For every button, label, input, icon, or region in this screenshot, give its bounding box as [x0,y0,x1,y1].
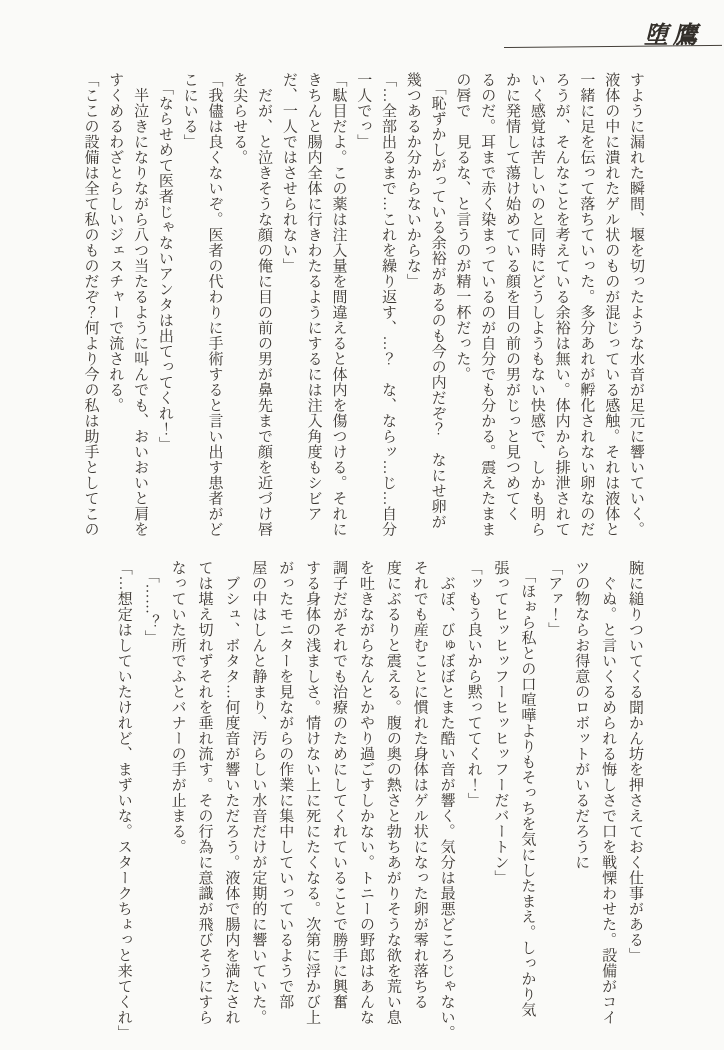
text-column: を吐きながらなんとかやり過ごすしかない。トニーの野郎はあんな [357,560,374,1025]
text-column: ブシュ、ボタタ…何度音が響いただろう。液体で腸内を満たされ [223,560,240,1025]
text-column: かに発情して蕩け始めている顔を目の前の男がじっと見つめてく [504,72,521,522]
text-column: きちんと腸内全体に行きわたるようにするには注入角度もシビア [305,72,322,522]
text-column: 「……？」 [142,560,159,646]
text-column: 半泣きになりながら八つ当たるように叫んでも、おいおいと肩を [132,72,149,537]
text-column: 「ならせめて医者じゃないアンタは出てってくれ！」 [156,72,173,452]
text-column: すくめるわざとらしいジェスチャーで流される。 [107,72,124,413]
text-column: 一緒に足を伝って落ちていった。多分あれが孵化されない卵なのだ [578,72,595,537]
text-column: 「ほぉら私との口喧嘩よりもそっちを気にしたまえ。しっかり気 [519,560,536,1018]
text-column: 「駄目だよ。この薬は注入量を間違えると体内を傷つける。それに [330,72,347,537]
vertical-text-block-lower [110,560,648,1041]
text-column: 屋の中はしんと静まり、汚らしい水音だけが定期的に響いていた。 [250,560,267,1025]
text-column: する身体の浅ましさ。情けない上に死にたくなる。次第に浮かび上 [304,560,321,1025]
text-column: 液体の中に潰れたゲル状のものが混じっている感触。それは液体と [603,72,620,537]
text-column: 「ここの設備は全て私のものだぞ？何より今の私は助手としてこの [82,72,99,537]
text-column: るのだ。耳まで赤く染まっているのが自分でも分かる。震えたまま [479,72,496,537]
text-column: 「アァ！」 [546,560,563,638]
text-column: の唇で 見るな、と言うのが精一杯だった。 [454,72,471,382]
text-column: だが、と泣きそうな顔の俺に目の前の男が鼻先まで顔を近づけ唇 [256,72,273,537]
text-column: 張ってヒッヒッフーヒッヒッフーだバートン」 [492,560,509,886]
text-column: 「ッもう良いから黙っててくれ！」 [465,560,482,808]
text-column: ぶぽ、びゅぼぼとまた酷い音が響く。気分は最悪どころじゃない。 [438,560,455,1041]
text-column: 「我儘は良くないぞ。医者の代わりに手術すると言い出す患者がど [206,72,223,537]
text-column: を尖らせる。 [231,72,248,165]
text-column: こにいる」 [181,72,198,150]
text-column: 「…全部出るまで…これを繰り返す、…？ な、ならッ…じ…自分 [380,72,397,537]
text-column: ぐぬ。と言いくるめられる悔しさで口を戦慄わせた。設備がコイ [600,560,617,1025]
text-column: ろうが、そんなことを考えている余裕は無い。体内から排泄されて [553,72,570,537]
text-column: 「恥ずかしがっている余裕があるのも今の内だぞ？ なにせ卵が [429,72,446,530]
text-column: がったモニターを見ながらの作業に集中していっているようで部 [277,560,294,1010]
text-column: 腕に縋りついてくる聞かん坊を押さえておく仕事がある」 [627,560,643,963]
text-column: それでも産むことに慣れた身体はゲル状になった卵が零れ落ちる [411,560,428,1010]
text-column: 度にぶるりと震える。腹の奥の熱さと勃ちあがりそうな欲を荒い息 [384,560,401,1025]
text-column: ては堪え切れずそれを垂れ流す。その行為に意識が飛びそうにすら [196,560,213,1025]
text-column: 一人でっ」 [355,72,372,150]
text-column: すように漏れた瞬間、堰を切ったような水音が足元に響いていく。 [628,72,644,537]
text-column: 「…想定はしていたけれど、まずいな。スタークちょっと来てくれ」 [115,560,132,1041]
text-column: 調子だがそれでも治療のためにしてくれていることで勝手に興奮 [331,560,348,1010]
text-column: なっていた所でふとバナーの手が止まる。 [169,560,186,855]
text-column: いく感覚は苦しいのと同時にどうしようもない快感で、しかも明ら [528,72,545,537]
text-column: ツの物ならお得意のロボットがいるだろうに [573,560,590,870]
page-header-title: 堕鷹 [644,23,702,49]
vertical-text-block-upper [78,72,648,538]
text-column: だ、一人ではさせられない」 [280,72,297,274]
text-column: 幾つあるか分からないからな」 [404,72,421,289]
